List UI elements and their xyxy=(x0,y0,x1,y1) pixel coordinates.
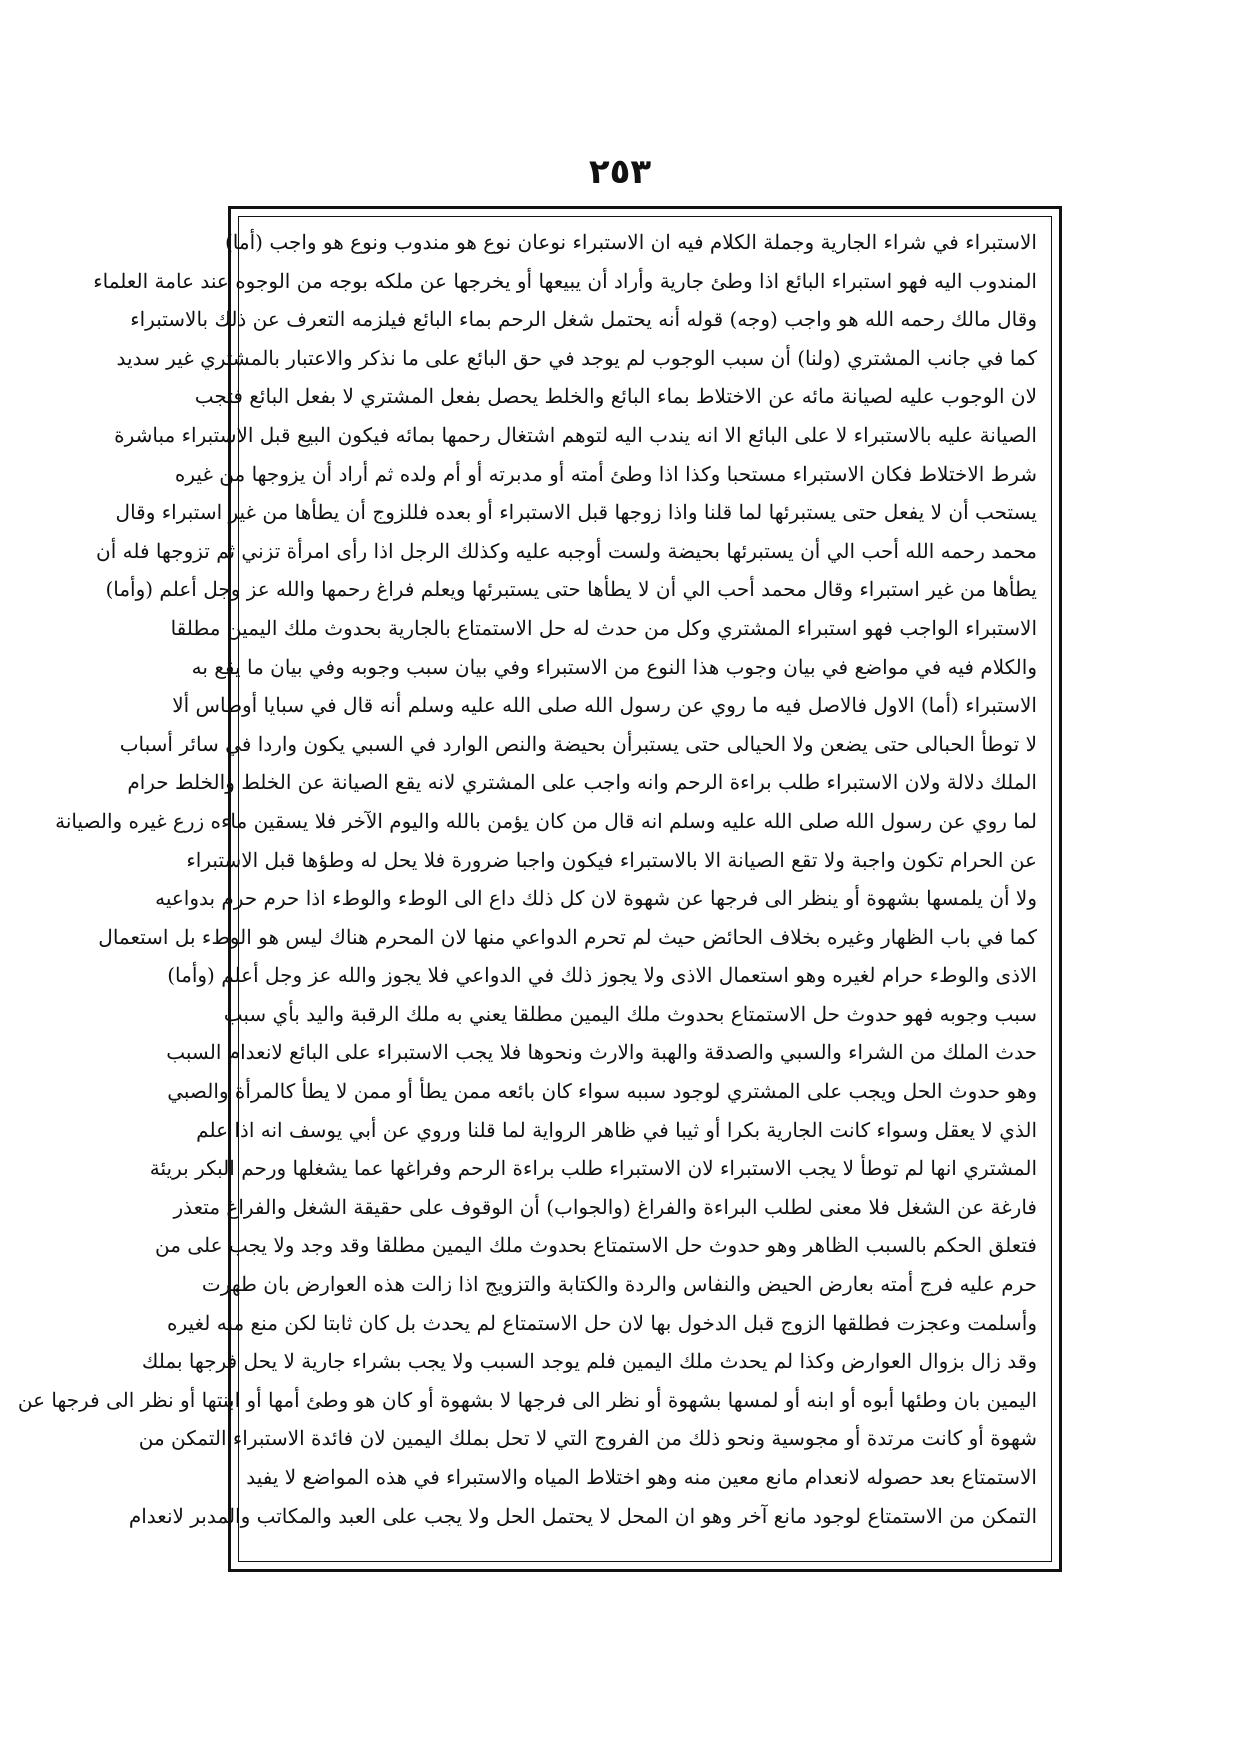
text-line: فتعلق الحكم بالسبب الظاهر وهو حدوث حل الاستمتاع بحدوث ملك اليمين مطلقا وقد وجد ولا يجب على من xyxy=(154,1233,1037,1258)
text-line: سبب وجوبه فهو حدوث حل الاستمتاع بحدوث ملك اليمين مطلقا يعني به ملك الرقبة واليد بأي سبب xyxy=(223,1001,1037,1026)
text-line: شهوة أو كانت مرتدة أو مجوسية ونحو ذلك من الفروج التي لا تحل بملك اليمين لان فائدة الاستبراء التمكن من xyxy=(138,1426,1037,1451)
text-line: كما في باب الظهار وغيره بخلاف الحائض حيث لم تحرم الدواعي منها لان المحرم هناك ليس هو الوطء بل استعمال xyxy=(98,924,1037,949)
text-line: يستحب أن لا يفعل حتى يستبرئها لما قلنا واذا زوجها قبل الاستبراء أو بعده فللزوج أن يطأها من غير استبراء وقال xyxy=(115,500,1037,525)
text-line: كما في جانب المشتري (ولنا) أن سبب الوجوب لم يوجد في حق البائع على ما نذكر والاعتبار بالمشتري غير سديد xyxy=(116,345,1037,370)
text-line: حدث الملك من الشراء والسبي والصدقة والهبة والارث ونحوها فلا يجب الاستبراء على البائع لانعدام السبب xyxy=(166,1040,1037,1065)
text-line: الملك دلالة ولان الاستبراء طلب براءة الرحم وانه واجب على المشتري لانه يقع الصيانة عن الخلط والخلط حرام xyxy=(127,770,1037,795)
text-body xyxy=(17,223,1037,1535)
text-line: لما روي عن رسول الله صلى الله عليه وسلم انه قال من كان يؤمن بالله واليوم الآخر فلا يسقين ماءه زرع غيره والصيانة xyxy=(55,808,1037,833)
text-line: الاستبراء (أما) الاول فالاصل فيه ما روي عن رسول الله صلى الله عليه وسلم أنه قال في سبايا أوطاس ألا xyxy=(172,693,1037,718)
text-line: يطأها من غير استبراء وقال محمد أحب الي أن لا يطأها حتى يستبرئها ويعلم فراغ رحمها والله عز وجل أعلم (وأما) xyxy=(105,577,1037,602)
text-line: لا توطأ الحبالى حتى يضعن ولا الحيالى حتى يستبرأن بحيضة والنص الوارد في السبي يكون واردا في سائر أسباب xyxy=(119,731,1037,756)
text-line: والكلام فيه في مواضع في بيان وجوب هذا النوع من الاستبراء وفي بيان سبب وجوبه وفي بيان ما يقع به xyxy=(191,654,1037,679)
page-number: ٢٥٣ xyxy=(588,152,652,192)
text-line: اليمين بان وطئها أبوه أو ابنه أو لمسها بشهوة أو نظر الى فرجها لا بشهوة أو كان هو وطئ أمها أو ابنتها أو نظر الى فرجها عن xyxy=(17,1387,1037,1412)
text-line: حرم عليه فرج أمته بعارض الحيض والنفاس والردة والكتابة والتزويج اذا زالت هذه العوارض بان طهرت xyxy=(201,1272,1037,1297)
text-line: شرط الاختلاط فكان الاستبراء مستحبا وكذا اذا وطئ أمته أو مدبرته أو أم ولده ثم أراد أن يزوجها من غيره xyxy=(174,461,1037,486)
text-line: وأسلمت وعجزت فطلقها الزوج قبل الدخول بها لان حل الاستمتاع لم يحدث بل كان ثابتا لكن منع منه لغيره xyxy=(167,1310,1037,1335)
text-line: لان الوجوب عليه لصيانة مائه عن الاختلاط بماء البائع والخلط يحصل بفعل المشتري لا بفعل البائع فتجب xyxy=(194,384,1037,409)
text-line: وقال مالك رحمه الله هو واجب (وجه) قوله أنه يحتمل شغل الرحم بماء البائع فيلزمه التعرف عن ذلك بالاستبراء xyxy=(130,307,1037,332)
text-line: الصيانة عليه بالاستبراء لا على البائع الا انه يندب اليه لتوهم اشتغال رحمها بمائه فيكون البيع قبل الاستبراء مباشرة xyxy=(114,422,1037,447)
text-line: الاستمتاع بعد حصوله لانعدام مانع معين منه وهو اختلاط المياه والاستبراء في هذه المواضع لا يفيد xyxy=(246,1465,1037,1489)
text-line: وقد زال بزوال العوارض وكذا لم يحدث ملك اليمين فلم يوجد السبب ولا يجب بشراء جارية لا يحل فرجها بملك xyxy=(141,1349,1037,1374)
text-line: الاستبراء في شراء الجارية وجملة الكلام فيه ان الاستبراء نوعان نوع هو مندوب ونوع هو واجب (أما) xyxy=(225,230,1037,254)
page-frame-inner xyxy=(17,216,1052,1562)
text-line: وهو حدوث الحل ويجب على المشتري لوجود سببه سواء كان بائعه ممن يطأ أو ممن لا يطأ كالمرأة والصبي xyxy=(167,1079,1037,1104)
text-line: ولا أن يلمسها بشهوة أو ينظر الى فرجها عن شهوة لان كل ذلك داع الى الوطء والوطء اذا حرم حرم بدواعيه xyxy=(155,886,1037,911)
text-line: فارغة عن الشغل فلا معنى لطلب البراءة والفراغ (والجواب) أن الوقوف على حقيقة الشغل والفراغ متعذر xyxy=(173,1194,1037,1219)
text-line: الاذى والوطء حرام لغيره وهو استعمال الاذى ولا يجوز ذلك في الدواعي فلا يجوز والله عز وجل أعلم (وأما) xyxy=(167,963,1037,988)
text-line: المندوب اليه فهو استبراء البائع اذا وطئ جارية وأراد أن يبيعها أو يخرجها عن ملكه بوجه من الوجوه عند عامة العلماء xyxy=(93,268,1037,293)
text-line: عن الحرام تكون واجبة ولا تقع الصيانة الا بالاستبراء فيكون واجبا ضرورة فلا يحل له وطؤها قبل الاستبراء xyxy=(186,847,1037,872)
text-line: الاستبراء الواجب فهو استبراء المشتري وكل من حدث له حل الاستمتاع بالجارية بحدوث ملك اليمين مطلقا xyxy=(170,615,1037,640)
text-line: محمد رحمه الله أحب الي أن يستبرئها بحيضة ولست أوجبه عليه وكذلك الرجل اذا رأى امرأة تزني ثم تزوجها فله أن xyxy=(96,538,1037,563)
page-frame xyxy=(17,206,1062,1572)
text-line: التمكن من الاستمتاع لوجود مانع آخر وهو ان المحل لا يحتمل الحل ولا يجب على العبد والمكاتب والمدبر لانعدام xyxy=(128,1503,1037,1528)
text-line: المشتري انها لم توطأ لا يجب الاستبراء لان الاستبراء طلب براءة الرحم وفراغها عما يشغلها ورحم البكر بريئة xyxy=(149,1156,1037,1181)
text-line: الذي لا يعقل وسواء كانت الجارية بكرا أو ثيبا في ظاهر الرواية لما قلنا وروي عن أبي يوسف انه اذا علم xyxy=(196,1117,1037,1142)
